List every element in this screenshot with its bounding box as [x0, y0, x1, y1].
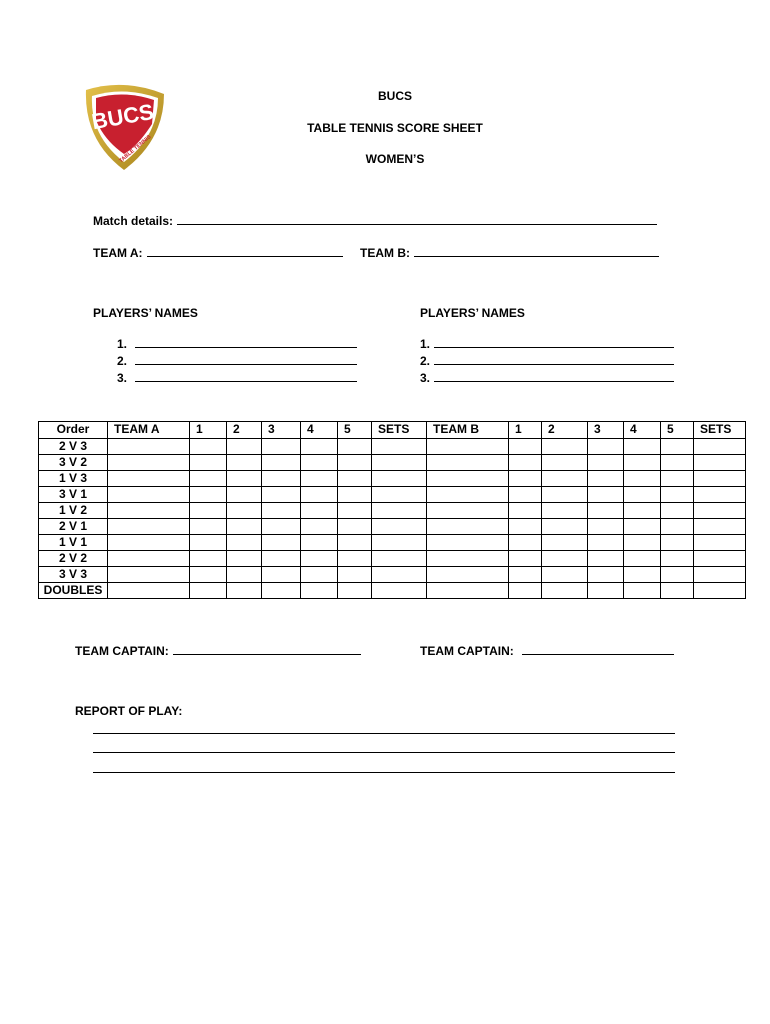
- score-cell[interactable]: [108, 439, 190, 455]
- column-header: Order: [39, 422, 108, 439]
- score-cell[interactable]: [542, 439, 588, 455]
- score-cell[interactable]: [190, 487, 227, 503]
- score-cell[interactable]: [262, 535, 301, 551]
- score-cell[interactable]: [338, 471, 372, 487]
- score-cell[interactable]: [542, 503, 588, 519]
- match-details-field[interactable]: [177, 212, 657, 225]
- score-cell[interactable]: [542, 551, 588, 567]
- players-heading-right: PLAYERS’ NAMES: [420, 306, 525, 320]
- player-number: 2.: [117, 354, 128, 368]
- score-cell[interactable]: [427, 439, 509, 455]
- score-cell[interactable]: [108, 487, 190, 503]
- report-line[interactable]: [93, 733, 675, 734]
- score-cell[interactable]: [190, 439, 227, 455]
- score-cell[interactable]: [227, 519, 262, 535]
- score-cell[interactable]: [108, 455, 190, 471]
- player-row: [117, 370, 357, 387]
- score-cell[interactable]: [588, 519, 624, 535]
- score-cell[interactable]: [338, 519, 372, 535]
- score-cell[interactable]: [227, 551, 262, 567]
- score-cell[interactable]: [227, 583, 262, 599]
- score-cell[interactable]: [542, 535, 588, 551]
- players-heading-left: PLAYERS’ NAMES: [93, 306, 198, 320]
- table-row: [39, 439, 746, 455]
- score-cell[interactable]: [661, 567, 694, 583]
- score-cell[interactable]: [372, 551, 427, 567]
- score-cell[interactable]: [661, 455, 694, 471]
- score-cell[interactable]: [542, 567, 588, 583]
- score-cell[interactable]: [624, 551, 661, 567]
- column-header: 1: [509, 422, 542, 439]
- column-header: 4: [301, 422, 338, 439]
- order-cell: DOUBLES: [39, 583, 108, 599]
- score-cell[interactable]: [694, 551, 746, 567]
- score-cell[interactable]: [262, 519, 301, 535]
- score-cell[interactable]: [190, 567, 227, 583]
- score-cell[interactable]: [338, 551, 372, 567]
- table-header-row: [39, 422, 746, 439]
- captain-right-row: [420, 642, 674, 658]
- player-number: 3.: [117, 371, 128, 385]
- player-name-field[interactable]: [135, 370, 357, 382]
- match-details-row: [93, 212, 657, 228]
- score-cell[interactable]: [262, 487, 301, 503]
- score-cell[interactable]: [190, 471, 227, 487]
- player-number: 1.: [117, 337, 128, 351]
- score-cell[interactable]: [338, 487, 372, 503]
- score-cell[interactable]: [694, 471, 746, 487]
- captain-left-row: [75, 642, 361, 658]
- score-cell[interactable]: [301, 583, 338, 599]
- column-header: SETS: [372, 422, 427, 439]
- player-row: [117, 336, 357, 353]
- team-b-label: TEAM B:: [360, 246, 410, 260]
- score-cell[interactable]: [427, 535, 509, 551]
- score-cell[interactable]: [301, 471, 338, 487]
- score-cell[interactable]: [427, 487, 509, 503]
- org-title: BUCS: [377, 89, 412, 103]
- score-cell[interactable]: [661, 471, 694, 487]
- order-cell: 3 V 1: [39, 487, 108, 503]
- score-cell[interactable]: [262, 551, 301, 567]
- score-cell[interactable]: [227, 487, 262, 503]
- score-cell[interactable]: [190, 535, 227, 551]
- score-cell[interactable]: [190, 503, 227, 519]
- score-cell[interactable]: [661, 439, 694, 455]
- score-cell[interactable]: [301, 567, 338, 583]
- table-row: [39, 551, 746, 567]
- score-cell[interactable]: [509, 487, 542, 503]
- score-cell[interactable]: [509, 455, 542, 471]
- score-cell[interactable]: [694, 519, 746, 535]
- score-cell[interactable]: [624, 567, 661, 583]
- logo-text: BUCS: [89, 98, 156, 135]
- report-line[interactable]: [93, 752, 675, 753]
- score-cell[interactable]: [338, 503, 372, 519]
- order-cell: 1 V 1: [39, 535, 108, 551]
- players-list-left: [117, 336, 357, 387]
- score-cell[interactable]: [108, 567, 190, 583]
- score-cell[interactable]: [588, 471, 624, 487]
- score-cell[interactable]: [372, 503, 427, 519]
- score-cell[interactable]: [338, 455, 372, 471]
- order-cell: 2 V 1: [39, 519, 108, 535]
- column-header: SETS: [694, 422, 746, 439]
- score-cell[interactable]: [227, 567, 262, 583]
- score-cell[interactable]: [624, 503, 661, 519]
- order-cell: 3 V 2: [39, 455, 108, 471]
- score-cell[interactable]: [227, 535, 262, 551]
- score-cell[interactable]: [588, 535, 624, 551]
- team-a-label: TEAM A:: [93, 246, 143, 260]
- score-cell[interactable]: [661, 535, 694, 551]
- score-cell[interactable]: [588, 567, 624, 583]
- table-row: [39, 455, 746, 471]
- player-number: 1.: [420, 337, 431, 351]
- score-cell[interactable]: [694, 583, 746, 599]
- score-cell[interactable]: [108, 535, 190, 551]
- score-cell[interactable]: [227, 503, 262, 519]
- player-name-field[interactable]: [434, 336, 674, 348]
- score-cell[interactable]: [301, 439, 338, 455]
- score-cell[interactable]: [262, 455, 301, 471]
- table-row: [39, 535, 746, 551]
- score-cell[interactable]: [301, 487, 338, 503]
- column-header: 4: [624, 422, 661, 439]
- team-b-row: [360, 244, 659, 260]
- score-cell[interactable]: [262, 471, 301, 487]
- score-cell[interactable]: [624, 455, 661, 471]
- score-cell[interactable]: [624, 487, 661, 503]
- score-cell[interactable]: [338, 583, 372, 599]
- captain-right-label: TEAM CAPTAIN:: [420, 644, 514, 658]
- players-list-right: [420, 336, 674, 387]
- order-cell: 3 V 3: [39, 567, 108, 583]
- team-a-field[interactable]: [147, 244, 343, 257]
- player-row: [117, 353, 357, 370]
- score-cell[interactable]: [372, 487, 427, 503]
- table-row: [39, 583, 746, 599]
- score-cell[interactable]: [509, 503, 542, 519]
- score-cell[interactable]: [509, 567, 542, 583]
- score-cell[interactable]: [588, 439, 624, 455]
- score-cell[interactable]: [542, 583, 588, 599]
- team-b-field[interactable]: [414, 244, 659, 257]
- report-line[interactable]: [93, 772, 675, 773]
- score-cell[interactable]: [509, 471, 542, 487]
- player-name-field[interactable]: [135, 353, 357, 365]
- column-header: 5: [338, 422, 372, 439]
- score-cell[interactable]: [542, 487, 588, 503]
- score-cell[interactable]: [262, 439, 301, 455]
- score-cell[interactable]: [509, 519, 542, 535]
- score-cell[interactable]: [588, 503, 624, 519]
- player-name-field[interactable]: [434, 370, 674, 382]
- player-row: [420, 336, 674, 353]
- score-cell[interactable]: [372, 439, 427, 455]
- score-cell[interactable]: [227, 471, 262, 487]
- score-cell[interactable]: [427, 471, 509, 487]
- match-details-label: Match details:: [93, 214, 174, 228]
- score-cell[interactable]: [301, 455, 338, 471]
- score-cell[interactable]: [190, 455, 227, 471]
- score-cell[interactable]: [661, 551, 694, 567]
- score-cell[interactable]: [588, 583, 624, 599]
- player-row: [420, 353, 674, 370]
- score-cell[interactable]: [694, 439, 746, 455]
- score-cell[interactable]: [624, 535, 661, 551]
- column-header: TEAM B: [427, 422, 509, 439]
- order-cell: 1 V 3: [39, 471, 108, 487]
- score-cell[interactable]: [108, 503, 190, 519]
- column-header: 3: [588, 422, 624, 439]
- player-name-field[interactable]: [135, 336, 357, 348]
- score-cell[interactable]: [624, 471, 661, 487]
- score-cell[interactable]: [588, 455, 624, 471]
- score-cell[interactable]: [509, 583, 542, 599]
- score-cell[interactable]: [108, 471, 190, 487]
- score-cell[interactable]: [427, 455, 509, 471]
- score-cell[interactable]: [372, 519, 427, 535]
- score-cell[interactable]: [509, 551, 542, 567]
- score-cell[interactable]: [588, 487, 624, 503]
- score-cell[interactable]: [372, 567, 427, 583]
- score-cell[interactable]: [190, 583, 227, 599]
- column-header: TEAM A: [108, 422, 190, 439]
- player-number: 3.: [420, 371, 431, 385]
- report-label: REPORT OF PLAY:: [75, 704, 183, 718]
- score-cell[interactable]: [227, 439, 262, 455]
- score-cell[interactable]: [588, 551, 624, 567]
- score-cell[interactable]: [427, 519, 509, 535]
- column-header: 2: [227, 422, 262, 439]
- score-cell[interactable]: [427, 583, 509, 599]
- player-row: [420, 370, 674, 387]
- order-cell: 2 V 2: [39, 551, 108, 567]
- score-cell[interactable]: [262, 503, 301, 519]
- score-cell[interactable]: [661, 519, 694, 535]
- score-cell[interactable]: [542, 455, 588, 471]
- score-cell[interactable]: [301, 519, 338, 535]
- score-cell[interactable]: [427, 551, 509, 567]
- team-a-row: [93, 244, 343, 260]
- score-cell[interactable]: [427, 503, 509, 519]
- table-row: [39, 503, 746, 519]
- score-cell[interactable]: [190, 551, 227, 567]
- category-title: WOMEN’S: [365, 152, 425, 166]
- score-cell[interactable]: [661, 583, 694, 599]
- table-row: [39, 567, 746, 583]
- score-cell[interactable]: [542, 519, 588, 535]
- score-cell[interactable]: [372, 535, 427, 551]
- score-cell[interactable]: [624, 439, 661, 455]
- table-row: [39, 519, 746, 535]
- score-cell[interactable]: [694, 535, 746, 551]
- score-cell[interactable]: [509, 535, 542, 551]
- score-cell[interactable]: [427, 567, 509, 583]
- score-cell[interactable]: [338, 535, 372, 551]
- score-cell[interactable]: [301, 551, 338, 567]
- score-cell[interactable]: [694, 487, 746, 503]
- score-cell[interactable]: [624, 583, 661, 599]
- score-cell[interactable]: [372, 455, 427, 471]
- score-cell[interactable]: [108, 551, 190, 567]
- player-name-field[interactable]: [434, 353, 674, 365]
- column-header: 3: [262, 422, 301, 439]
- score-cell[interactable]: [262, 567, 301, 583]
- score-cell[interactable]: [190, 519, 227, 535]
- score-cell[interactable]: [661, 487, 694, 503]
- captain-left-label: TEAM CAPTAIN:: [75, 644, 169, 658]
- score-cell[interactable]: [694, 455, 746, 471]
- logo-subtext: TABLE TENNIS: [118, 134, 153, 165]
- captain-right-field[interactable]: [522, 642, 674, 655]
- score-cell[interactable]: [301, 503, 338, 519]
- order-cell: 2 V 3: [39, 439, 108, 455]
- score-cell[interactable]: [338, 567, 372, 583]
- score-cell[interactable]: [338, 439, 372, 455]
- table-row: [39, 487, 746, 503]
- score-cell[interactable]: [542, 471, 588, 487]
- captain-left-field[interactable]: [173, 642, 361, 655]
- sheet-title: TABLE TENNIS SCORE SHEET: [307, 121, 483, 135]
- score-cell[interactable]: [694, 567, 746, 583]
- column-header: 5: [661, 422, 694, 439]
- score-cell[interactable]: [108, 583, 190, 599]
- score-cell[interactable]: [262, 583, 301, 599]
- score-cell[interactable]: [694, 503, 746, 519]
- score-cell[interactable]: [624, 519, 661, 535]
- score-table: [38, 421, 746, 599]
- score-cell[interactable]: [227, 455, 262, 471]
- order-cell: 1 V 2: [39, 503, 108, 519]
- score-cell[interactable]: [372, 471, 427, 487]
- score-cell[interactable]: [509, 439, 542, 455]
- column-header: 2: [542, 422, 588, 439]
- table-row: [39, 471, 746, 487]
- score-cell[interactable]: [661, 503, 694, 519]
- score-cell[interactable]: [301, 535, 338, 551]
- player-number: 2.: [420, 354, 431, 368]
- score-cell[interactable]: [372, 583, 427, 599]
- score-cell[interactable]: [108, 519, 190, 535]
- column-header: 1: [190, 422, 227, 439]
